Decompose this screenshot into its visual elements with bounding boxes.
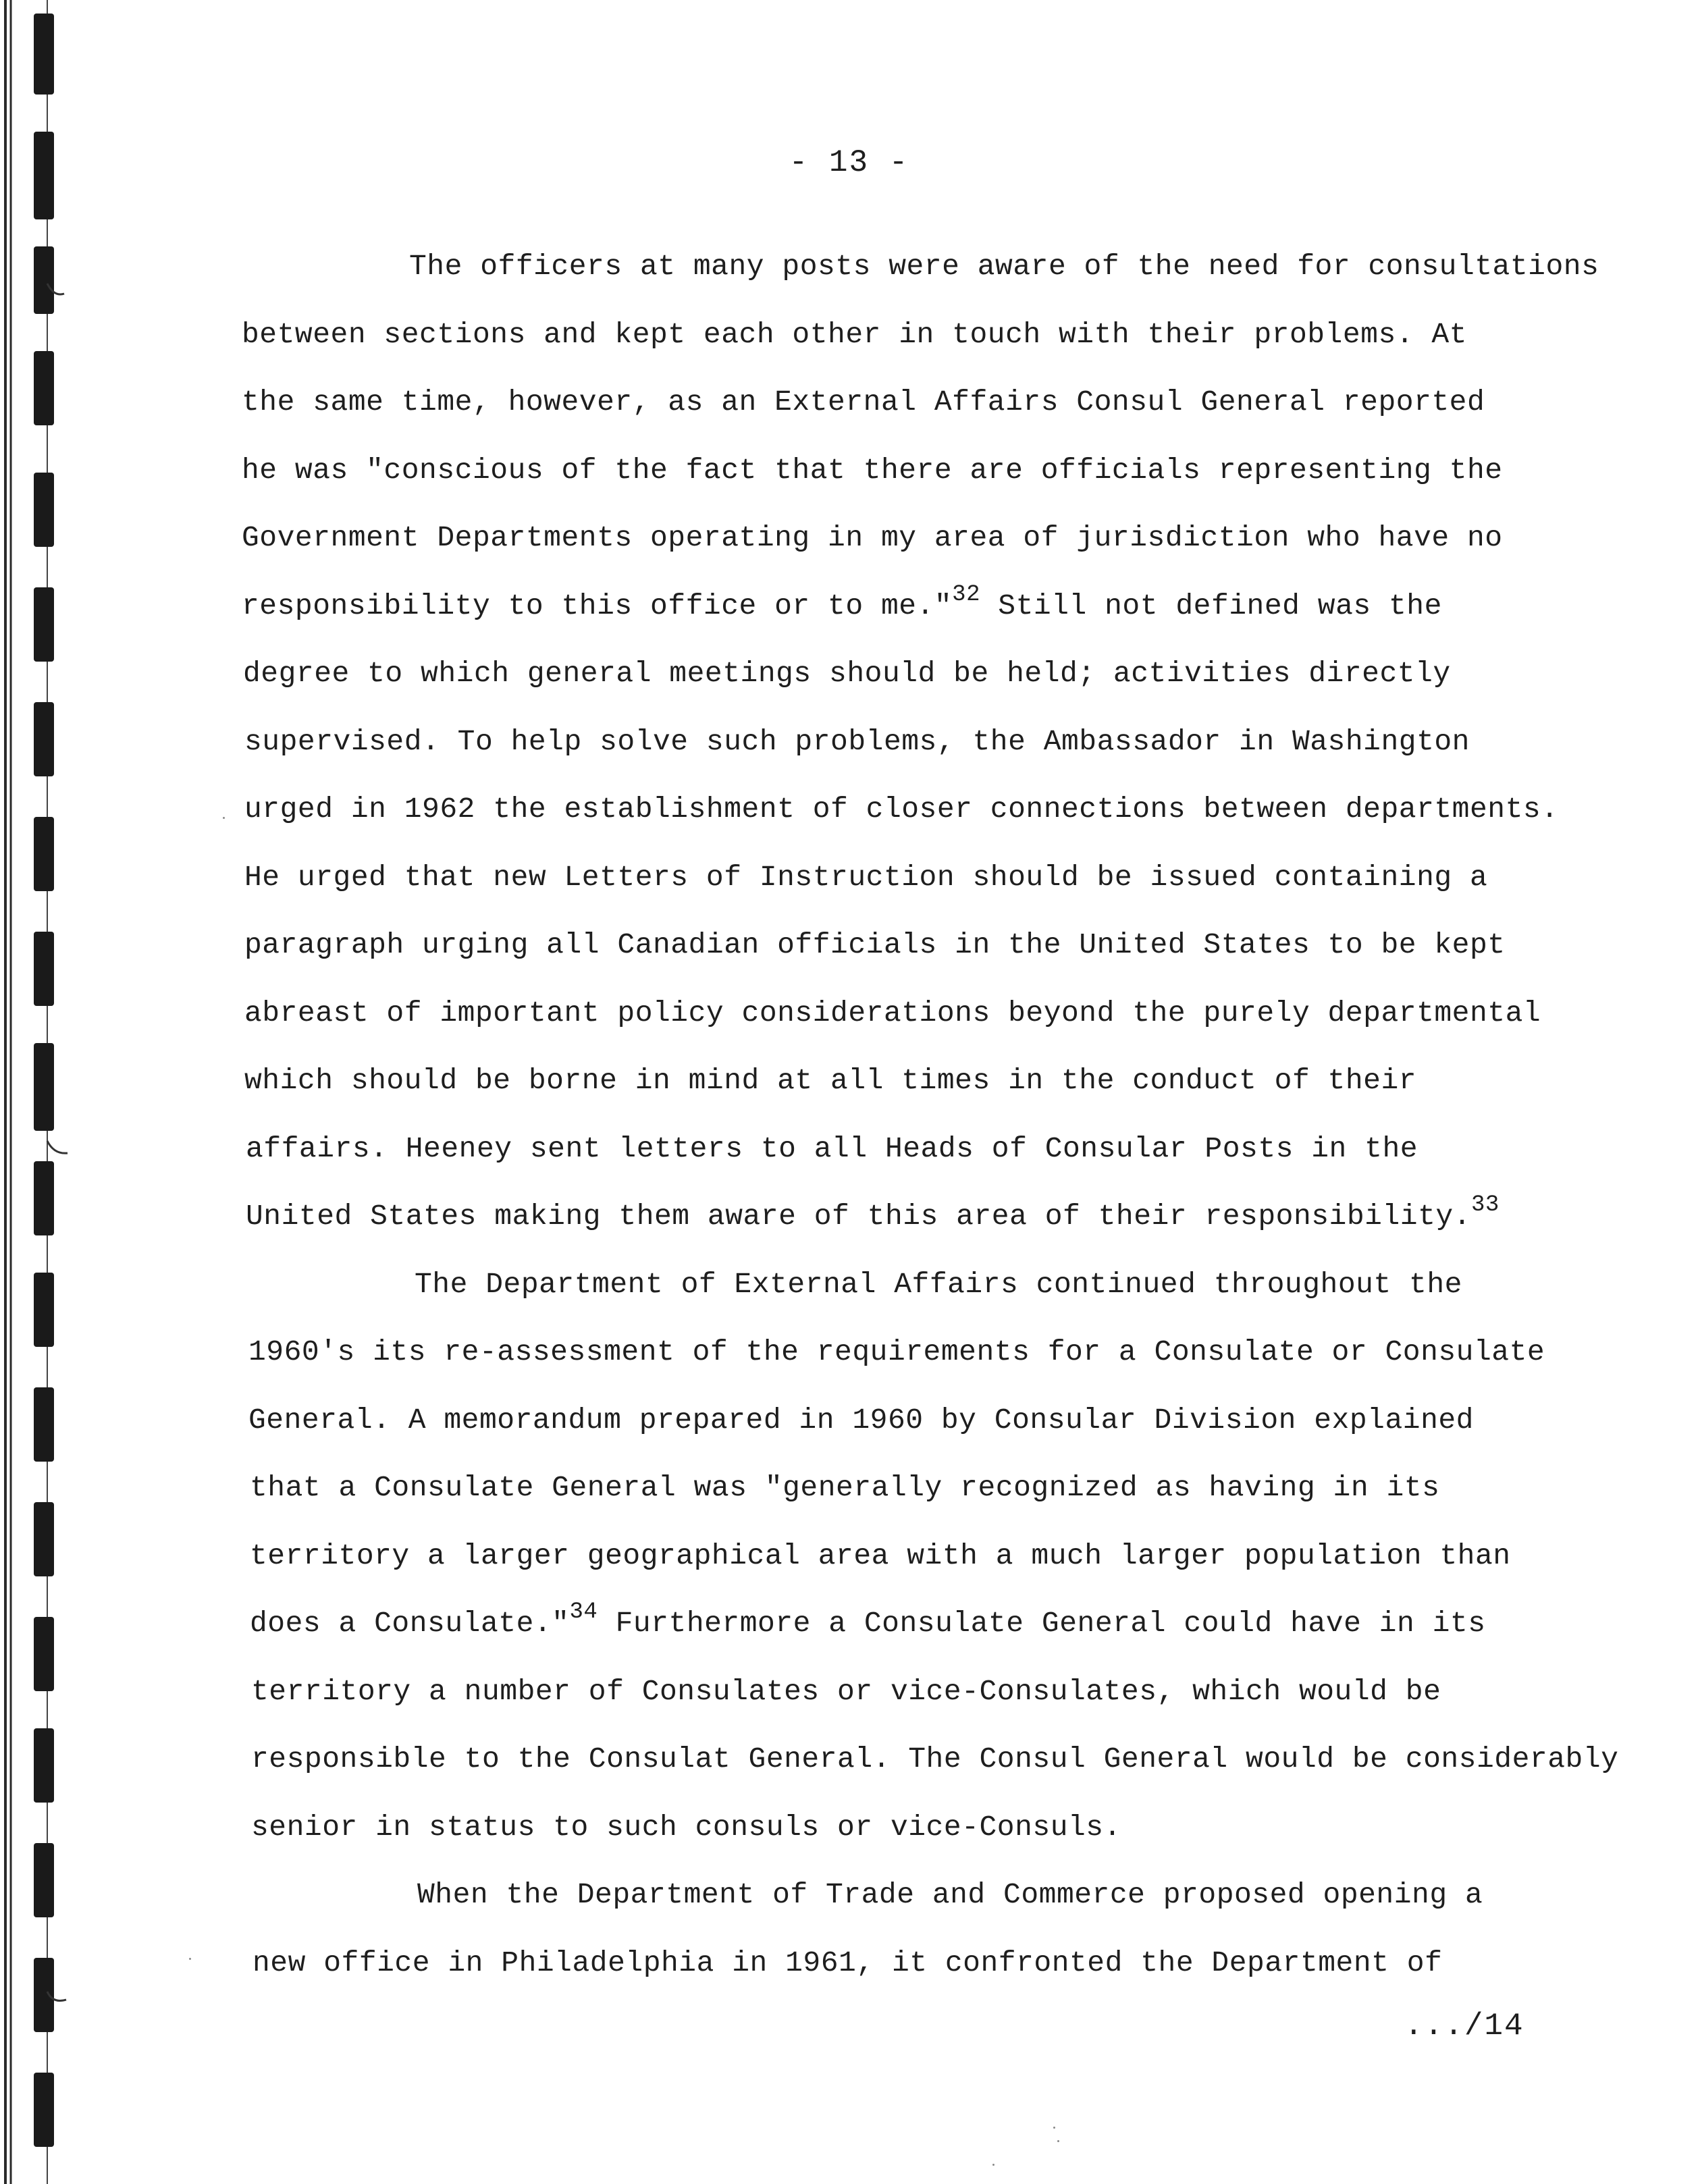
- footnote-ref: 33: [1471, 1192, 1500, 1218]
- text-line: the same time, however, as an External Affairs Consul General reported: [242, 385, 1485, 419]
- footnote-ref: 34: [569, 1599, 598, 1625]
- footnote-ref: 32: [952, 582, 980, 608]
- text-line: 1960's its re-assessment of the requirements for a Consulate or Consulate: [248, 1335, 1545, 1368]
- text-line: he was "conscious of the fact that there are officials representing the: [242, 454, 1503, 487]
- text-line: territory a larger geographical area with a much larger population than: [250, 1539, 1511, 1572]
- scan-speck: [223, 817, 225, 819]
- text-line: between sections and kept each other in touch with their problems. At: [242, 318, 1467, 351]
- text-line: that a Consulate General was "generally recognized as having in its: [250, 1471, 1440, 1504]
- text-line: abreast of important policy considerations beyond the purely departmental: [244, 996, 1541, 1030]
- binding-strip: [0, 0, 74, 2184]
- text-line: new office in Philadelphia in 1961, it confronted the Department of: [253, 1946, 1443, 1979]
- page-number: - 13 -: [789, 145, 909, 180]
- text-line: supervised. To help solve such problems, the Ambassador in Washington: [244, 725, 1470, 758]
- text-line: degree to which general meetings should be held; activities directly: [243, 657, 1451, 690]
- text-line: does a Consulate."$^{34}$ Furthermore a Consulate General could have in its: [250, 1599, 1486, 1640]
- text-line: General. A memorandum prepared in 1960 by Consular Division explained: [248, 1404, 1474, 1437]
- text-line: responsible to the Consulat General. The Consul General would be considerably: [251, 1742, 1619, 1776]
- text-line: urged in 1962 the establishment of closer connections between departments.: [244, 793, 1559, 826]
- text-line: Government Departments operating in my area of jurisdiction who have no: [242, 521, 1503, 554]
- text-line: paragraph urging all Canadian officials in the United States to be kept: [244, 928, 1506, 961]
- text-line: affairs. Heeney sent letters to all Heads of Consular Posts in the: [246, 1132, 1418, 1165]
- text-line: which should be borne in mind at all times in the conduct of their: [244, 1064, 1417, 1097]
- scan-speck: [992, 2164, 994, 2166]
- text-line: senior in status to such consuls or vice-Consuls.: [251, 1811, 1121, 1844]
- scan-speck: [1053, 2127, 1055, 2129]
- text-line: territory a number of Consulates or vice-Consulates, which would be: [251, 1675, 1441, 1708]
- text-line: He urged that new Letters of Instruction should be issued containing a: [244, 861, 1488, 894]
- text-line: responsibility to this office or to me."$^{32}$ Still not defined was the: [242, 582, 1442, 622]
- text-line: The Department of External Affairs continued throughout the: [415, 1268, 1462, 1301]
- scan-speck: [1057, 2140, 1059, 2142]
- scan-speck: [189, 1958, 191, 1960]
- text-line: United States making them aware of this area of their responsibility.$^{33}$: [246, 1192, 1500, 1233]
- continuation-marker: .../14: [1404, 2008, 1524, 2044]
- text-line: When the Department of Trade and Commerce proposed opening a: [417, 1878, 1483, 1911]
- text-line: The officers at many posts were aware of the need for consultations: [409, 250, 1599, 283]
